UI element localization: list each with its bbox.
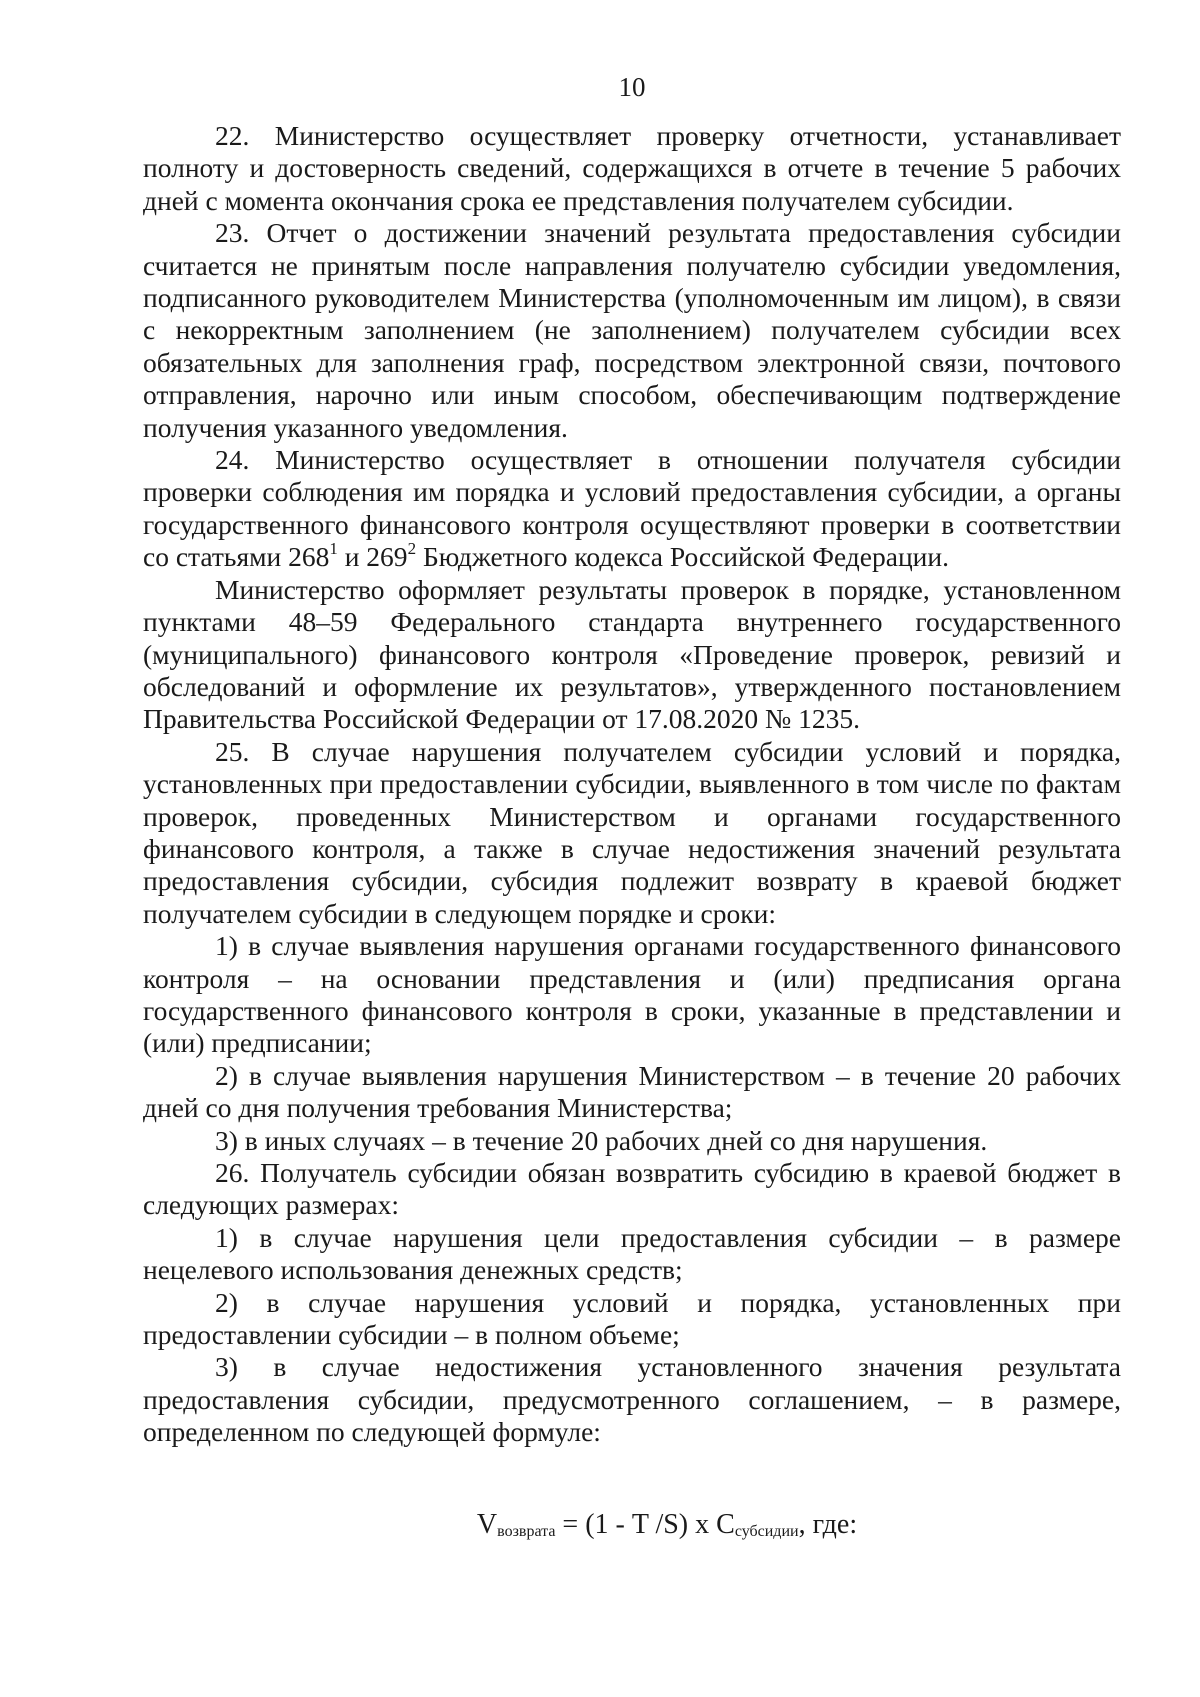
paragraph-26: 26. Получатель субсидии обязан возвратить субсидию в краевой бюджет в следующих размерах: (143, 1157, 1121, 1221)
paragraph-25-item-1: 1) в случае выявления нарушения органами государственного финансового контроля – на основании представления и (или) предписания органа государственного финансового контроля в сроки, указанные в представлении и (или) предписании; (143, 930, 1121, 1059)
paragraph-25-item-2: 2) в случае выявления нарушения Министерством – в течение 20 рабочих дней со дня получения требования Министерства; (143, 1059, 1121, 1124)
article-268-superscript: 1 (329, 539, 338, 559)
paragraph-24-text-a: 24. Министерство осуществляет в отношении получателя субсидии проверки соблюдения им порядка и условий предоставления субсидии, а органы государственного финансового контроля осуществляют проверки в соответствии со статьями 268 (143, 444, 1121, 573)
paragraph-24-text-c: Бюджетного кодекса Российской Федерации. (416, 541, 949, 573)
paragraph-26-item-3: 3) в случае недостижения установленного значения результата предоставления субсидии, предусмотренного соглашением, – в размере, определенном по следующей формуле: (143, 1351, 1121, 1448)
formula-v: V (476, 1508, 498, 1540)
document-page (143, 68, 1121, 1549)
article-269-superscript: 2 (407, 539, 417, 559)
paragraph-25: 25. В случае нарушения получателем субсидии условий и порядка, установленных при предоставлении субсидии, выявленного в том числе по фактам проверок, проведенных Министерством и органами государственного финансового контроля, а также в случае недостижения значений результата предоставления субсидии, субсидия подлежит возврату в краевой бюджет получателем субсидии в следующем порядке и сроки: (143, 735, 1121, 929)
page-number: 10 (618, 72, 646, 102)
paragraph-24-text-b: и 269 (337, 541, 408, 573)
formula-body: = (1 - T /S) x C (555, 1508, 735, 1540)
formula-tail: , где: (798, 1508, 858, 1540)
paragraph-24 (143, 444, 1121, 574)
paragraph-26-item-1: 1) в случае нарушения цели предоставления субсидии – в размере нецелевого использования денежных средств; (143, 1221, 1121, 1286)
paragraph-24-continued: Министерство оформляет результаты проверок в порядке, установленном пунктами 48–59 Федерального стандарта внутреннего государственного (муниципального) финансового контроля «Проведение проверок, ревизий и обследований и оформление их результатов», утвержденного постановлением Правительства Российской Федерации от 17.08.2020 № 1235. (143, 573, 1121, 735)
formula-c-subscript: субсидии (734, 1522, 799, 1540)
paragraph-23: 23. Отчет о достижении значений результата предоставления субсидии считается не принятым после направления получателю субсидии уведомления, подписанного руководителем Министерства (уполномоченным им лицом), в связи с некорректным заполнением (не заполнением) получателем субсидии всех обязательных для заполнения граф, посредством электронной связи, почтового отправления, нарочно или иным способом, обеспечивающим подтверждение получения указанного уведомления. (143, 217, 1121, 443)
refund-formula (143, 1505, 1121, 1549)
formula-v-subscript: возврата (497, 1522, 556, 1540)
paragraph-22: 22. Министерство осуществляет проверку отчетности, устанавливает полноту и достоверность сведений, содержащихся в отчете в течение 5 рабочих дней с момента окончания срока ее представления получателем субсидии. (143, 120, 1121, 216)
paragraph-25-item-3: 3) в иных случаях – в течение 20 рабочих дней со дня нарушения. (215, 1124, 988, 1156)
paragraph-26-item-2: 2) в случае нарушения условий и порядка, установленных при предоставлении субсидии – в полном объеме; (143, 1286, 1121, 1351)
